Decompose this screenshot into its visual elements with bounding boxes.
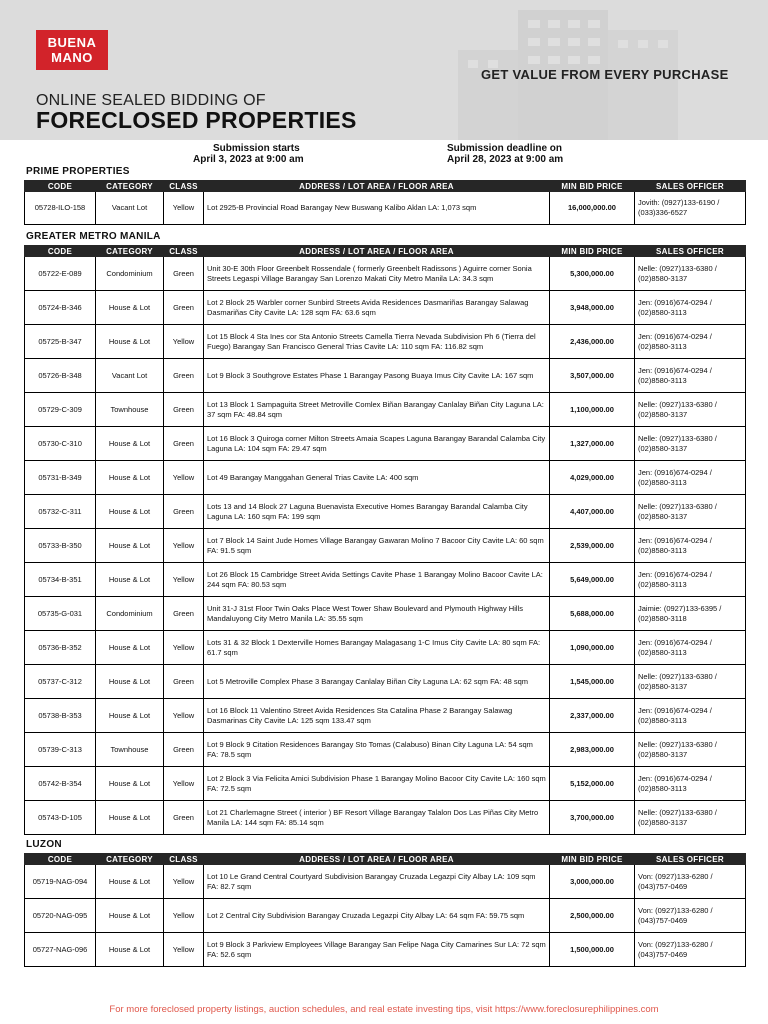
category-cell: House & Lot [96,699,164,733]
table-row [25,192,746,225]
category-cell: Vacant Lot [96,359,164,393]
sales-officer-cell: Jen: (0916)674-0294 / (02)8580-3113 [635,325,746,359]
address-cell: Lot 21 Charlemagne Street ( interior ) BF Resort Village Barangay Talalon Dos Las Piñas City Metro Manila LA: 144 sqm FA: 85.14 sqm [204,801,550,835]
address-cell: Lot 9 Block 3 Parkview Employees Village Barangay San Felipe Naga City Camarines Sur LA: 72 sqm FA: 52.6 sqm [204,933,550,967]
table-row [25,733,746,767]
submission-start-date: April 3, 2023 at 9:00 am [193,154,304,165]
submission-start [193,143,304,165]
address-cell: Lots 31 & 32 Block 1 Dexterville Homes Barangay Malagasang 1-C Imus City Cavite LA: 80 sqm FA: 61.7 sqm [204,631,550,665]
class-cell: Yellow [164,699,204,733]
category-cell: House & Lot [96,665,164,699]
category-cell: House & Lot [96,495,164,529]
address-cell: Unit 30-E 30th Floor Greenbelt Rossendale ( formerly Greenbelt Radissons ) Aguirre corner Sonia Streets Legaspi Village Barangay San Lorenzo Makati City Metro Manila LA: 34.3 sqm [204,257,550,291]
min-bid-cell: 2,337,000.00 [550,699,635,733]
class-cell: Green [164,495,204,529]
address-cell: Lot 2925-B Provincial Road Barangay New Buswang Kalibo Aklan LA: 1,073 sqm [204,192,550,225]
min-bid-cell: 2,436,000.00 [550,325,635,359]
class-cell: Yellow [164,865,204,899]
class-cell: Green [164,427,204,461]
table-row [25,495,746,529]
table-header-row [25,246,746,257]
min-bid-cell: 3,000,000.00 [550,865,635,899]
submission-deadline-label: Submission deadline on [447,143,563,154]
column-header: CODE [25,246,96,257]
title-line-1: ONLINE SEALED BIDDING OF [36,92,266,109]
code-cell: 05736-B-352 [25,631,96,665]
class-cell: Yellow [164,563,204,597]
column-header: CLASS [164,854,204,865]
sales-officer-cell: Jen: (0916)674-0294 / (02)8580-3113 [635,529,746,563]
min-bid-cell: 2,983,000.00 [550,733,635,767]
sales-officer-cell: Jen: (0916)674-0294 / (02)8580-3113 [635,631,746,665]
column-header: MIN BID PRICE [550,246,635,257]
table-row [25,801,746,835]
table-row [25,699,746,733]
address-cell: Unit 31-J 31st Floor Twin Oaks Place West Tower Shaw Boulevard and Plymouth Highway Hills Mandaluyong City Metro Manila LA: 35.55 sqm [204,597,550,631]
column-header: CLASS [164,246,204,257]
class-cell: Green [164,291,204,325]
class-cell: Yellow [164,899,204,933]
table-row [25,291,746,325]
page-title: FORECLOSED PROPERTIES [36,107,357,133]
class-cell: Green [164,665,204,699]
table-row [25,865,746,899]
section-title: PRIME PROPERTIES [26,166,130,177]
code-cell: 05719-NAG-094 [25,865,96,899]
header-banner [0,0,768,140]
submission-start-label: Submission starts [213,143,300,154]
min-bid-cell: 16,000,000.00 [550,192,635,225]
sales-officer-cell: Jen: (0916)674-0294 / (02)8580-3113 [635,563,746,597]
min-bid-cell: 1,090,000.00 [550,631,635,665]
class-cell: Green [164,733,204,767]
table-row [25,359,746,393]
code-cell: 05735-G-031 [25,597,96,631]
min-bid-cell: 2,539,000.00 [550,529,635,563]
code-cell: 05725-B-347 [25,325,96,359]
category-cell: House & Lot [96,767,164,801]
code-cell: 05726-B-348 [25,359,96,393]
address-cell: Lot 16 Block 3 Quiroga corner Milton Streets Amaia Scapes Laguna Barangay Barandal Calamba City Laguna LA: 104 sqm FA: 29.47 sqm [204,427,550,461]
tagline: GET VALUE FROM EVERY PURCHASE [481,67,729,82]
sales-officer-cell: Jaimie: (0927)133-6395 / (02)8580-3118 [635,597,746,631]
code-cell: 05731-B-349 [25,461,96,495]
submission-deadline-date: April 28, 2023 at 9:00 am [447,154,564,165]
min-bid-cell: 4,029,000.00 [550,461,635,495]
column-header: ADDRESS / LOT AREA / FLOOR AREA [204,181,550,192]
min-bid-cell: 5,152,000.00 [550,767,635,801]
table-row [25,597,746,631]
min-bid-cell: 4,407,000.00 [550,495,635,529]
class-cell: Yellow [164,933,204,967]
column-header: MIN BID PRICE [550,181,635,192]
class-cell: Green [164,393,204,427]
sales-officer-cell: Jen: (0916)674-0294 / (02)8580-3113 [635,699,746,733]
sales-officer-cell: Nelle: (0927)133-6380 / (02)8580-3137 [635,427,746,461]
sales-officer-cell: Jen: (0916)674-0294 / (02)8580-3113 [635,767,746,801]
column-header: CATEGORY [96,854,164,865]
sales-officer-cell: Von: (0927)133-6280 / (043)757-0469 [635,899,746,933]
table-row [25,393,746,427]
column-header: CATEGORY [96,181,164,192]
sales-officer-cell: Von: (0927)133-6280 / (043)757-0469 [635,933,746,967]
table-header-row [25,854,746,865]
property-table [24,180,746,225]
class-cell: Yellow [164,325,204,359]
code-cell: 05738-B-353 [25,699,96,733]
class-cell: Green [164,257,204,291]
category-cell: Townhouse [96,393,164,427]
sales-officer-cell: Jen: (0916)674-0294 / (02)8580-3113 [635,291,746,325]
category-cell: Townhouse [96,733,164,767]
code-cell: 05728-ILO-158 [25,192,96,225]
category-cell: House & Lot [96,529,164,563]
min-bid-cell: 3,948,000.00 [550,291,635,325]
address-cell: Lot 9 Block 3 Southgrove Estates Phase 1 Barangay Pasong Buaya Imus City Cavite LA: 167 sqm [204,359,550,393]
code-cell: 05720-NAG-095 [25,899,96,933]
category-cell: House & Lot [96,933,164,967]
table-row [25,899,746,933]
table-row [25,257,746,291]
address-cell: Lots 13 and 14 Block 27 Laguna Buenavista Executive Homes Barangay Barandal Calamba City Laguna LA: 160 sqm FA: 199 sqm [204,495,550,529]
address-cell: Lot 2 Block 3 Via Felicita Amici Subdivision Phase 1 Barangay Molino Bacoor City Cavite LA: 160 sqm FA: 72.5 sqm [204,767,550,801]
sales-officer-cell: Nelle: (0927)133-6380 / (02)8580-3137 [635,495,746,529]
column-header: MIN BID PRICE [550,854,635,865]
address-cell: Lot 7 Block 14 Saint Jude Homes Village Barangay Gawaran Molino 7 Bacoor City Cavite LA: 60 sqm FA: 91.5 sqm [204,529,550,563]
table-row [25,665,746,699]
buena-mano-logo [36,30,108,70]
code-cell: 05727-NAG-096 [25,933,96,967]
category-cell: House & Lot [96,801,164,835]
category-cell: House & Lot [96,291,164,325]
class-cell: Yellow [164,529,204,563]
column-header: SALES OFFICER [635,181,746,192]
table-row [25,563,746,597]
table-row [25,631,746,665]
sales-officer-cell: Nelle: (0927)133-6380 / (02)8580-3137 [635,801,746,835]
code-cell: 05739-C-313 [25,733,96,767]
code-cell: 05743-D-105 [25,801,96,835]
address-cell: Lot 13 Block 1 Sampaguita Street Metroville Comlex Biñan Barangay Canlalay Biñan City Laguna LA: 37 sqm FA: 48.84 sqm [204,393,550,427]
table-row [25,933,746,967]
code-cell: 05734-B-351 [25,563,96,597]
category-cell: House & Lot [96,427,164,461]
sales-officer-cell: Jen: (0916)674-0294 / (02)8580-3113 [635,359,746,393]
sales-officer-cell: Jen: (0916)674-0294 / (02)8580-3113 [635,461,746,495]
table-row [25,325,746,359]
address-cell: Lot 10 Le Grand Central Courtyard Subdivision Barangay Cruzada Legazpi City Albay LA: 109 sqm FA: 82.7 sqm [204,865,550,899]
min-bid-cell: 1,100,000.00 [550,393,635,427]
code-cell: 05737-C-312 [25,665,96,699]
logo-line-2: MANO [51,50,93,65]
sales-officer-cell: Von: (0927)133-6280 / (043)757-0469 [635,865,746,899]
column-header: ADDRESS / LOT AREA / FLOOR AREA [204,246,550,257]
address-cell: Lot 49 Barangay Manggahan General Trias Cavite LA: 400 sqm [204,461,550,495]
table-header-row [25,181,746,192]
category-cell: House & Lot [96,461,164,495]
table-row [25,461,746,495]
category-cell: House & Lot [96,631,164,665]
code-cell: 05733-B-350 [25,529,96,563]
code-cell: 05729-C-309 [25,393,96,427]
code-cell: 05730-C-310 [25,427,96,461]
column-header: CATEGORY [96,246,164,257]
min-bid-cell: 5,649,000.00 [550,563,635,597]
column-header: SALES OFFICER [635,246,746,257]
address-cell: Lot 5 Metroville Complex Phase 3 Barangay Canlalay Biñan City Laguna LA: 62 sqm FA: 48 sqm [204,665,550,699]
category-cell: Condominium [96,257,164,291]
category-cell: Vacant Lot [96,192,164,225]
category-cell: Condominium [96,597,164,631]
class-cell: Green [164,801,204,835]
code-cell: 05724-B-346 [25,291,96,325]
section-title: LUZON [26,839,62,850]
column-header: ADDRESS / LOT AREA / FLOOR AREA [204,854,550,865]
sales-officer-cell: Nelle: (0927)133-6380 / (02)8580-3137 [635,733,746,767]
class-cell: Green [164,597,204,631]
footer-note: For more foreclosed property listings, auction schedules, and real estate investing tips, visit https://www.foreclosurephilippines.com [109,1004,659,1015]
min-bid-cell: 1,500,000.00 [550,933,635,967]
category-cell: House & Lot [96,563,164,597]
address-cell: Lot 2 Block 25 Warbler corner Sunbird Streets Avida Residences Dasmariñas Barangay Salawag Dasmariñas City Cavite LA: 128 sqm FA: 63.6 sqm [204,291,550,325]
class-cell: Yellow [164,631,204,665]
code-cell: 05742-B-354 [25,767,96,801]
sales-officer-cell: Nelle: (0927)133-6380 / (02)8580-3137 [635,393,746,427]
class-cell: Yellow [164,461,204,495]
code-cell: 05722-E-089 [25,257,96,291]
category-cell: House & Lot [96,865,164,899]
logo-line-1: BUENA [47,35,97,50]
min-bid-cell: 3,700,000.00 [550,801,635,835]
min-bid-cell: 5,300,000.00 [550,257,635,291]
property-table [24,245,746,835]
class-cell: Yellow [164,192,204,225]
address-cell: Lot 15 Block 4 Sta Ines cor Sta Antonio Streets Camella Tierra Nevada Subdivision Ph 6 (Tierra del Fuego) Barangay San Francisco General Trias Cavite LA: 110 sqm FA: 116.82 sqm [204,325,550,359]
column-header: SALES OFFICER [635,854,746,865]
property-table [24,853,746,967]
code-cell: 05732-C-311 [25,495,96,529]
min-bid-cell: 5,688,000.00 [550,597,635,631]
address-cell: Lot 2 Central City Subdivision Barangay Cruzada Legazpi City Albay LA: 64 sqm FA: 59.75 sqm [204,899,550,933]
min-bid-cell: 3,507,000.00 [550,359,635,393]
table-row [25,767,746,801]
submission-deadline [447,143,563,165]
address-cell: Lot 9 Block 9 Citation Residences Barangay Sto Tomas (Calabuso) Binan City Laguna LA: 54 sqm FA: 78.5 sqm [204,733,550,767]
sales-officer-cell: Nelle: (0927)133-6380 / (02)8580-3137 [635,257,746,291]
category-cell: House & Lot [96,325,164,359]
class-cell: Green [164,359,204,393]
table-row [25,529,746,563]
column-header: CODE [25,854,96,865]
category-cell: House & Lot [96,899,164,933]
class-cell: Yellow [164,767,204,801]
sales-officer-cell: Nelle: (0927)133-6380 / (02)8580-3137 [635,665,746,699]
column-header: CLASS [164,181,204,192]
column-header: CODE [25,181,96,192]
table-row [25,427,746,461]
address-cell: Lot 16 Block 11 Valentino Street Avida Residences Sta Catalina Phase 2 Barangay Salawag Dasmarinas City Cavite LA: 125 sqm 133.47 sqm [204,699,550,733]
min-bid-cell: 1,327,000.00 [550,427,635,461]
section-title: GREATER METRO MANILA [26,231,161,242]
sales-officer-cell: Jovith: (0927)133-6190 / (033)336-6527 [635,192,746,225]
min-bid-cell: 2,500,000.00 [550,899,635,933]
min-bid-cell: 1,545,000.00 [550,665,635,699]
address-cell: Lot 26 Block 15 Cambridge Street Avida Settings Cavite Phase 1 Barangay Molino Bacoor Cavite LA: 244 sqm FA: 80.53 sqm [204,563,550,597]
